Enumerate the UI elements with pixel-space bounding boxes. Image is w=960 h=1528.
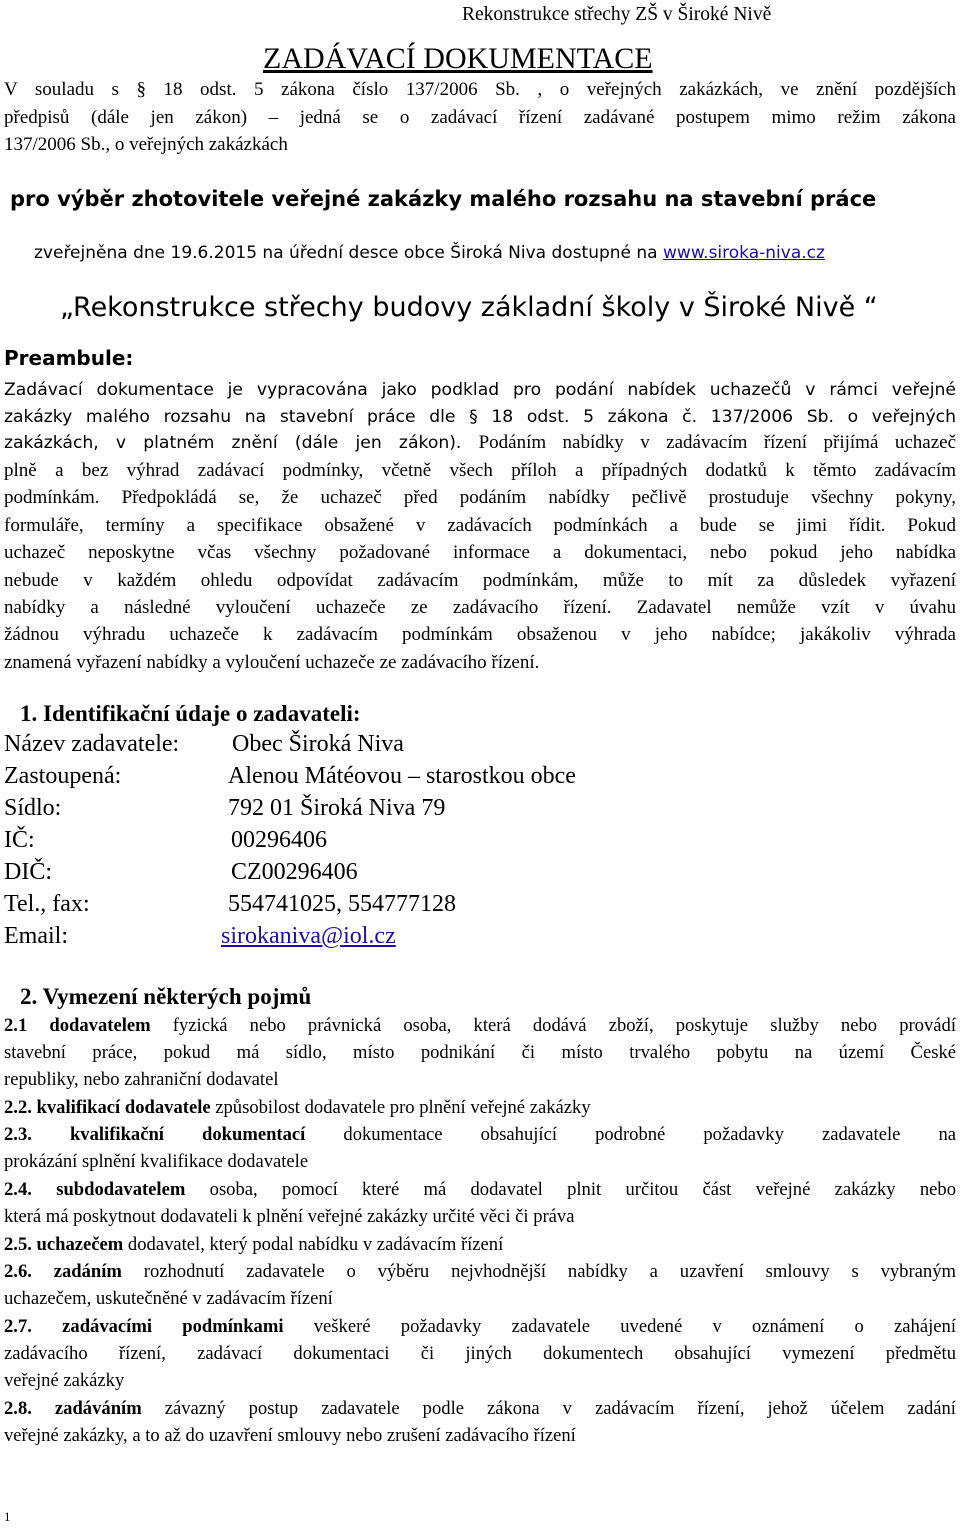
- definition-term: uchazečem: [36, 1234, 124, 1255]
- definition-line: stavební práce, pokud má sídlo, místo podnikání či místo trvalého pobytu na území České: [4, 1042, 956, 1063]
- definition-line: [4, 1261, 956, 1283]
- definition-text: závazný postup zadavatele podle zákona v zadávacím řízení, jehož účelem zadání: [141, 1398, 956, 1419]
- publication-text: zveřejněna dne 19.6.2015 na úřední desce obce Široká Niva dostupné na: [34, 243, 664, 263]
- definition-text: osoba, pomocí které má dodavatel plnit určitou část veřejné zakázky nebo: [185, 1179, 956, 1200]
- preamble-heading: Preambule:: [4, 346, 134, 370]
- page-number: 1: [4, 1509, 11, 1524]
- definition-line: veřejné zakázky, a to až do uzavření smlouvy nebo zrušení zadávacího řízení: [4, 1425, 576, 1446]
- definition-term: subdodavatelem: [56, 1179, 186, 1200]
- preamble-line-3: [4, 432, 956, 454]
- definition-term: kvalifikací dodavatele: [36, 1097, 211, 1118]
- label-name: Název zadavatele:: [4, 731, 180, 757]
- definition-line: [4, 1234, 956, 1256]
- definition-number: 2.6.: [4, 1261, 32, 1282]
- preamble-line: uchazeč neposkytne včas všechny požadované informace a dokumentaci, nebo pokud jeho nabídka: [4, 542, 956, 563]
- label-dic: DIČ:: [4, 859, 52, 885]
- intro-line-3: 137/2006 Sb., o veřejných zakázkách: [4, 134, 288, 155]
- procurement-type: pro výběr zhotovitele veřejné zakázky malého rozsahu na stavební práce: [10, 187, 877, 211]
- label-ic: IČ:: [4, 827, 35, 853]
- definition-line: [4, 1398, 956, 1420]
- document-title: ZADÁVACÍ DOKUMENTACE: [263, 42, 653, 75]
- definition-text: způsobilost dodavatele pro plnění veřejné zakázky: [210, 1097, 591, 1118]
- definition-text: rozhodnutí zadavatele o výběru nejvhodnější nabídky a uzavření smlouvy s vybraným: [121, 1261, 956, 1282]
- intro-line-1: V souladu s § 18 odst. 5 zákona číslo 137/2006 Sb. , o veřejných zakázkách, ve znění pozdějších: [4, 79, 956, 100]
- definition-line: zadávacího řízení, zadávací dokumentaci či jiných dokumentech obsahující vymezení předmětu: [4, 1343, 956, 1364]
- section-2-heading: 2. Vymezení některých pojmů: [20, 984, 312, 1009]
- label-phone: Tel., fax:: [4, 891, 90, 917]
- definition-number: 2.8.: [4, 1398, 32, 1419]
- definition-term: zadáním: [53, 1261, 122, 1282]
- definition-term: zadáváním: [54, 1398, 142, 1419]
- definition-number: 2.1: [4, 1015, 28, 1036]
- value-name: Obec Široká Niva: [232, 731, 404, 757]
- value-ic: 00296406: [231, 827, 327, 853]
- preamble-line: plně a bez výhrad zadávací podmínky, včetně všech příloh a případných dodatků k těmto zadávacím: [4, 460, 956, 481]
- label-email: Email:: [4, 923, 68, 949]
- preamble-line: formuláře, termíny a specifikace obsažené v zadávacích podmínkách a bude se jimi řídit. Pokud: [4, 515, 956, 536]
- definition-line: [4, 1015, 956, 1037]
- definition-term: dodavatelem: [49, 1015, 151, 1036]
- definition-line: která má poskytnout dodavateli k plnění veřejné zakázky určité věci či práva: [4, 1206, 575, 1227]
- email-link[interactable]: sirokaniva@iol.cz: [221, 923, 396, 949]
- definition-term: kvalifikační dokumentací: [69, 1124, 306, 1145]
- definition-number: 2.2.: [4, 1097, 32, 1118]
- publication-line: [34, 243, 825, 263]
- definition-number: 2.5.: [4, 1234, 32, 1255]
- definition-text: veškeré požadavky zadavatele uvedené v oznámení o zahájení: [283, 1316, 956, 1337]
- definition-number: 2.3.: [4, 1124, 32, 1145]
- project-title: „Rekonstrukce střechy budovy základní školy v Široké Nivě “: [60, 292, 878, 323]
- preamble-line: znamená vyřazení nabídky a vyloučení uchazeče ze zadávacího řízení.: [4, 652, 540, 673]
- section-1-heading: 1. Identifikační údaje o zadavateli:: [20, 701, 361, 726]
- preamble-line-2: zakázky malého rozsahu na stavební práce dle § 18 odst. 5 zákona č. 137/2006 Sb. o veřejných: [4, 407, 956, 427]
- label-address: Sídlo:: [4, 795, 62, 821]
- definition-text: dokumentace obsahující podrobné požadavky zadavatele na: [305, 1124, 956, 1145]
- value-represented: Alenou Mátéovou – starostkou obce: [228, 763, 576, 789]
- definition-term: zadávacími podmínkami: [62, 1316, 284, 1337]
- value-phone: 554741025, 554777128: [228, 891, 456, 917]
- definition-text: fyzická nebo právnická osoba, která dodává zboží, poskytuje služby nebo provádí: [150, 1015, 956, 1036]
- definition-line: prokázání splnění kvalifikace dodavatele: [4, 1151, 309, 1172]
- value-address: 792 01 Široká Niva 79: [228, 795, 446, 821]
- definition-line: [4, 1124, 956, 1146]
- definition-line: uchazečem, uskutečněné v zadávacím řízení: [4, 1288, 333, 1309]
- label-represented: Zastoupená:: [4, 763, 122, 789]
- running-header: Rekonstrukce střechy ZŠ v Široké Nivě: [462, 4, 772, 25]
- definition-number: 2.7.: [4, 1316, 32, 1337]
- definition-line: republiky, nebo zahraniční dodavatel: [4, 1069, 279, 1090]
- definition-line: [4, 1316, 956, 1338]
- definition-line: [4, 1097, 956, 1119]
- intro-line-2: předpisů (dále jen zákon) – jedná se o zadávací řízení zadávané postupem mimo režim zákona: [4, 107, 956, 128]
- preamble-line: nebude v každém ohledu odpovídat zadávacím podmínkám, může to mít za důsledek vyřazení: [4, 570, 956, 591]
- definition-line: [4, 1179, 956, 1201]
- preamble-line-3-sans: zakázkách, v platném znění (dále jen zákon).: [4, 433, 479, 453]
- preamble-line: žádnou výhradu uchazeče k zadávacím podmínkám obsaženou v jeho nabídce; jakákoliv výhrada: [4, 624, 956, 645]
- preamble-line-1: Zadávací dokumentace je vypracována jako podklad pro podání nabídek uchazečů v rámci veřejné: [4, 380, 956, 400]
- preamble-line: nabídky a následné vyloučení uchazeče ze zadávacího řízení. Zadavatel nemůže vzít v úvahu: [4, 597, 956, 618]
- definition-line: veřejné zakázky: [4, 1370, 125, 1391]
- value-dic: CZ00296406: [231, 859, 358, 885]
- definition-text: dodavatel, který podal nabídku v zadávacím řízení: [123, 1234, 504, 1255]
- preamble-line: podmínkám. Předpokládá se, že uchazeč před podáním nabídky pečlivě prostuduje všechny pokyny,: [4, 487, 956, 508]
- preamble-line-3-serif: Podáním nabídky v zadávacím řízení přijímá uchazeč: [478, 432, 957, 453]
- definition-number: 2.4.: [4, 1179, 32, 1200]
- website-link[interactable]: www.siroka-niva.cz: [663, 243, 825, 263]
